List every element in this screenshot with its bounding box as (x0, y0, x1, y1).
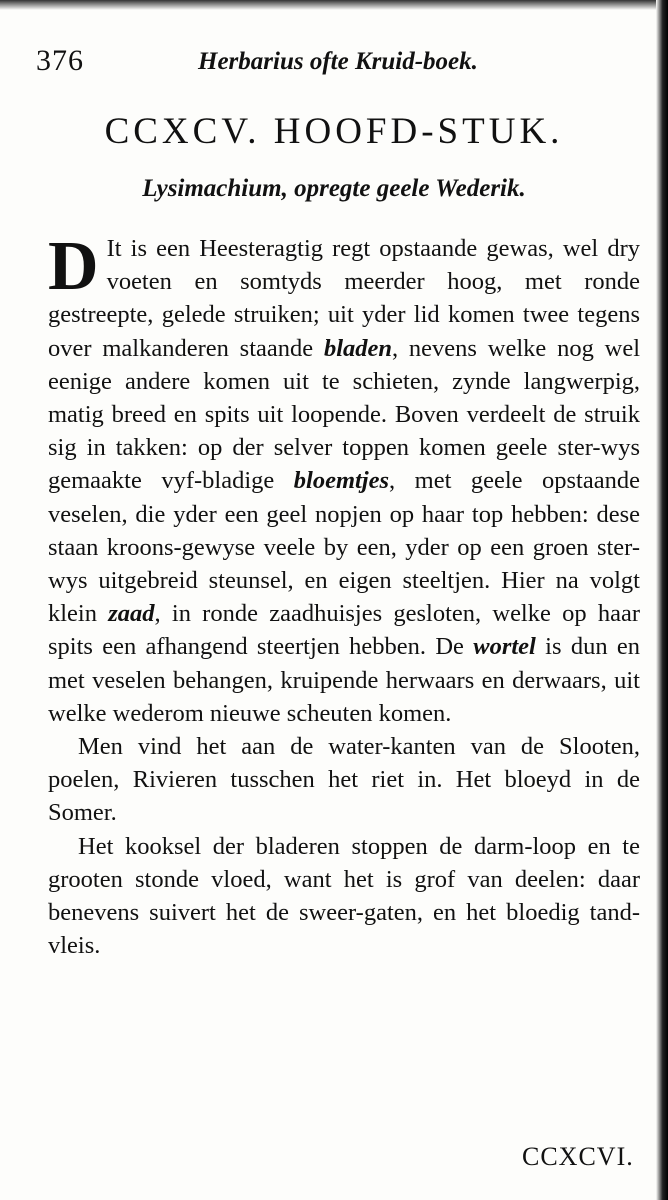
term-zaad: zaad (108, 600, 155, 628)
catchword: CCXCVI. (522, 1142, 634, 1171)
term-wortel: wortel (473, 633, 536, 661)
body-text (48, 228, 640, 962)
text-run: , met geele opstaande veselen, die yder een geel nopjen op haar top hebben: dese staan kroons-gewyse veele by een, yder op een groen ster-wys uitgebreid steunsel, en eigen steeltjen. Hier na volgt klein (48, 467, 640, 628)
drop-cap: D (48, 228, 99, 305)
text-run: , in ronde zaadhuisjes gesloten, welke op haar spits een afhangend steertjen hebben. De (48, 600, 640, 661)
running-title: Herbarius ofte Kruid-boek. (198, 48, 478, 75)
term-bladen: bladen (323, 334, 392, 362)
page-top-edge (0, 0, 668, 10)
paragraph-habitat: Men vind het aan de water-kanten van de Slooten, poelen, Rivieren tusschen het riet in. Het bloeyd in de Somer. (48, 733, 640, 827)
text-run: , nevens welke nog wel eenige andere komen uit te schieten, zynde langwerpig, matig breed en spits uit loopende. Boven verdeelt de struik sig in takken: op der selver toppen komen geele ster-wys gemaakte vyf-bladige (48, 334, 640, 495)
paragraph-uses: Het kooksel der bladeren stoppen de darm-loop en te grooten stonde vloed, want het is grof van deelen: daar benevens suivert het de sweer-gaten, en het bloedig tand-vleis. (48, 832, 640, 960)
paragraph-description (48, 228, 640, 730)
page-number: 376 (36, 44, 84, 77)
text-run: is dun en met veselen behangen, kruipende herwaars en derwaars, uit welke wederom nieuwe scheuten komen. (48, 633, 640, 727)
running-head (36, 44, 616, 84)
term-bloemtjes: bloemtjes (293, 467, 390, 495)
text-run: It is een Heesteragtig regt opstaande gewas, wel dry voeten en somtyds meerder hoog, met ronde gestreepte, gelede struiken; uit yder lid komen twee tegens over malkanderen staande (48, 235, 640, 362)
chapter-heading: CCXCV. HOOFD-STUK. (104, 111, 564, 152)
plant-name-subheading: Lysimachium, opregte geele Wederik. (142, 175, 526, 202)
